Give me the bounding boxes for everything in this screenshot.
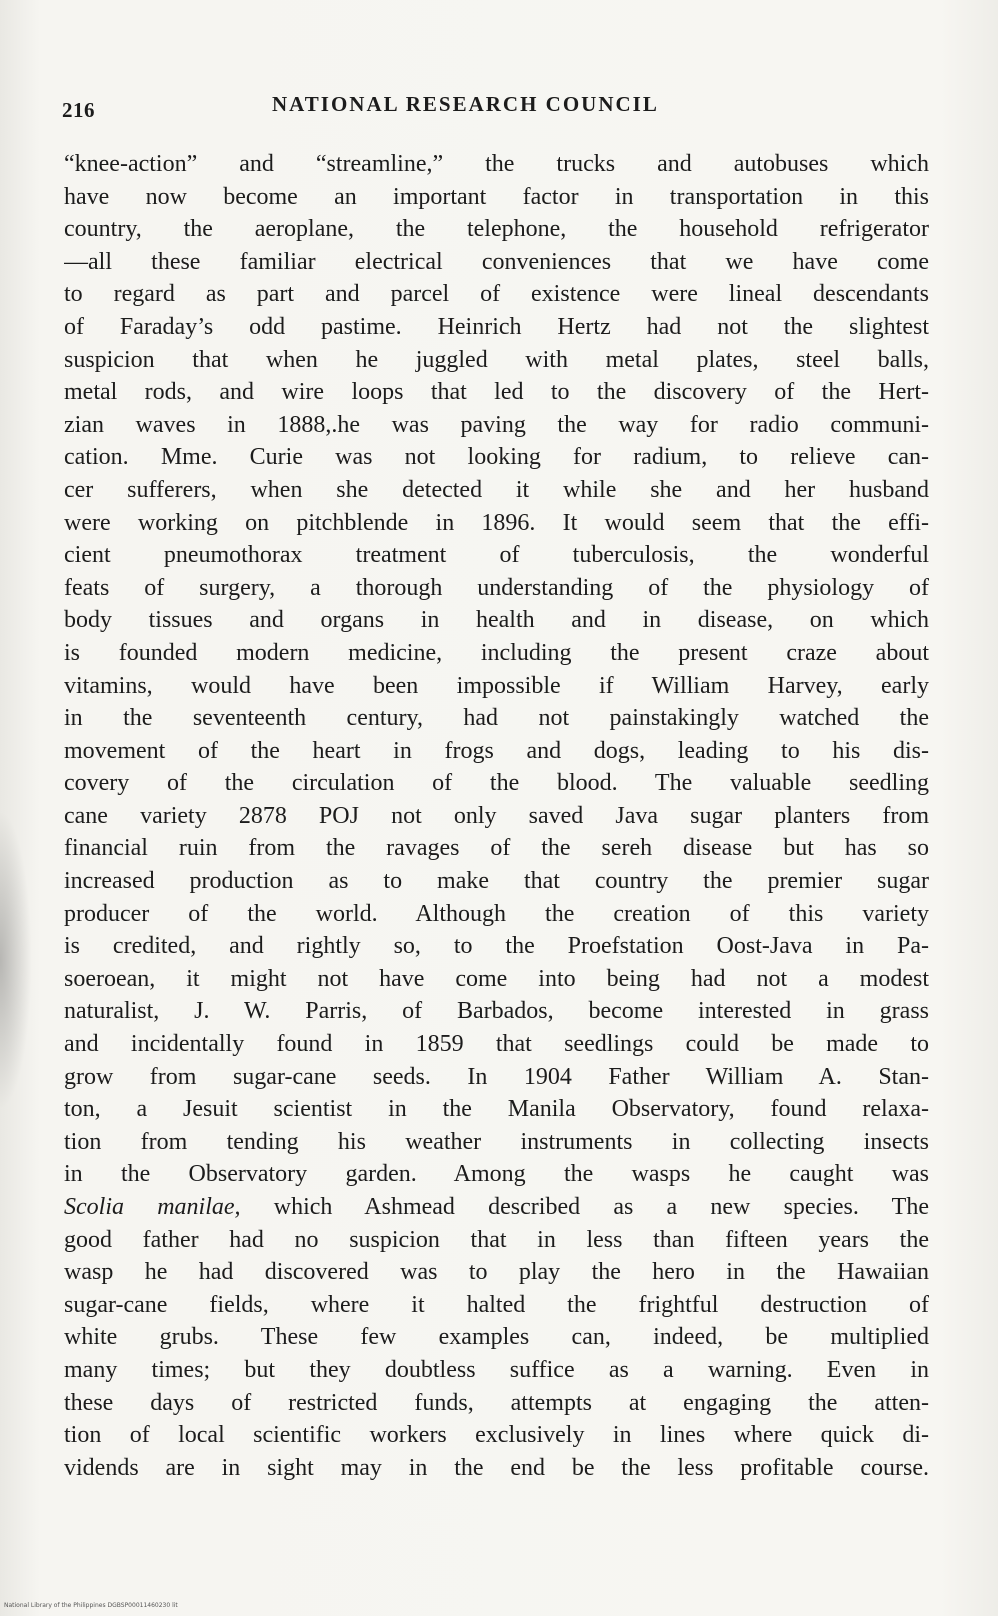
text-line: producer of the world. Although the creation of this variety	[64, 900, 929, 927]
text-line: financial ruin from the ravages of the sereh disease but has so	[64, 835, 929, 862]
species-line-rest: which Ashmead described as a new species. The	[240, 1194, 929, 1220]
text-line: metal rods, and wire loops that led to the discovery of the Hert-	[64, 379, 929, 406]
text-line: covery of the circulation of the blood. The valuable seedling	[64, 770, 929, 797]
text-line: naturalist, J. W. Parris, of Barbados, become interested in grass	[64, 998, 929, 1025]
text-line: these days of restricted funds, attempts at engaging the atten-	[64, 1389, 929, 1416]
running-head: NATIONAL RESEARCH COUNCIL	[272, 92, 659, 116]
text-line: is founded modern medicine, including the present craze about	[64, 639, 929, 666]
text-line: sugar-cane fields, where it halted the frightful destruction of	[64, 1291, 929, 1318]
text-line: country, the aeroplane, the telephone, the household refrigerator	[64, 216, 929, 243]
text-line: tion from tending his weather instruments in collecting insects	[64, 1128, 929, 1155]
text-line: feats of surgery, a thorough understanding of the physiology of	[64, 574, 929, 601]
text-line: tion of local scientific workers exclusively in lines where quick di-	[64, 1422, 929, 1449]
species-name: Scolia manilae,	[64, 1194, 241, 1220]
text-line: ton, a Jesuit scientist in the Manila Observatory, found relaxa-	[64, 1096, 929, 1123]
text-line: were working on pitchblende in 1896. It would seem that the effi-	[64, 509, 929, 536]
text-line: cane variety 2878 POJ not only saved Java sugar planters from	[64, 802, 929, 829]
text-line: increased production as to make that country the premier sugar	[64, 868, 929, 895]
page-number: 216	[62, 98, 95, 122]
text-line: many times; but they doubtless suffice as a warning. Even in	[64, 1356, 929, 1383]
text-line: to regard as part and parcel of existence were lineal descendants	[64, 281, 929, 308]
text-line: in the Observatory garden. Among the wasps he caught was	[64, 1161, 929, 1188]
text-line: white grubs. These few examples can, indeed, be multiplied	[64, 1324, 929, 1351]
text-line: zian waves in 1888,.he was paving the way for radio communi-	[64, 411, 929, 438]
text-line: have now become an important factor in transportation in this	[64, 183, 929, 210]
text-line: cient pneumothorax treatment of tuberculosis, the wonderful	[64, 542, 929, 569]
text-line: and incidentally found in 1859 that seedlings could be made to	[64, 1031, 929, 1058]
text-line: is credited, and rightly so, to the Proefstation Oost-Java in Pa-	[64, 933, 929, 960]
text-line: in the seventeenth century, had not painstakingly watched the	[64, 705, 929, 732]
text-line: good father had no suspicion that in less than fifteen years the	[64, 1226, 929, 1253]
binding-shadow	[0, 810, 32, 1110]
text-line: “knee-action” and “streamline,” the trucks and autobuses which	[64, 151, 929, 177]
text-line: grow from sugar-cane seeds. In 1904 Father William A. Stan-	[64, 1063, 929, 1090]
text-line: of Faraday’s odd pastime. Heinrich Hertz had not the slightest	[64, 313, 929, 340]
text-line: soeroean, it might not have come into being had not a modest	[64, 965, 929, 992]
text-line: wasp he had discovered was to play the hero in the Hawaiian	[64, 1259, 929, 1286]
text-line: body tissues and organs in health and in disease, on which	[64, 607, 929, 634]
text-line: vitamins, would have been impossible if William Harvey, early	[64, 672, 929, 699]
text-line: movement of the heart in frogs and dogs, leading to his dis-	[64, 737, 929, 764]
library-footer: National Library of the Philippines DGBSP00011460230 lit	[4, 1602, 178, 1609]
text-line: cer sufferers, when she detected it while she and her husband	[64, 476, 929, 503]
text-line-final: vidends are in sight may in the end be the less profitable course.	[64, 1454, 929, 1481]
body-text	[64, 148, 929, 1484]
text-line: —all these familiar electrical conveniences that we have come	[64, 248, 929, 275]
text-line: suspicion that when he juggled with metal plates, steel balls,	[64, 346, 929, 373]
text-line: cation. Mme. Curie was not looking for radium, to relieve can-	[64, 444, 929, 471]
text-line-species	[64, 1191, 929, 1224]
